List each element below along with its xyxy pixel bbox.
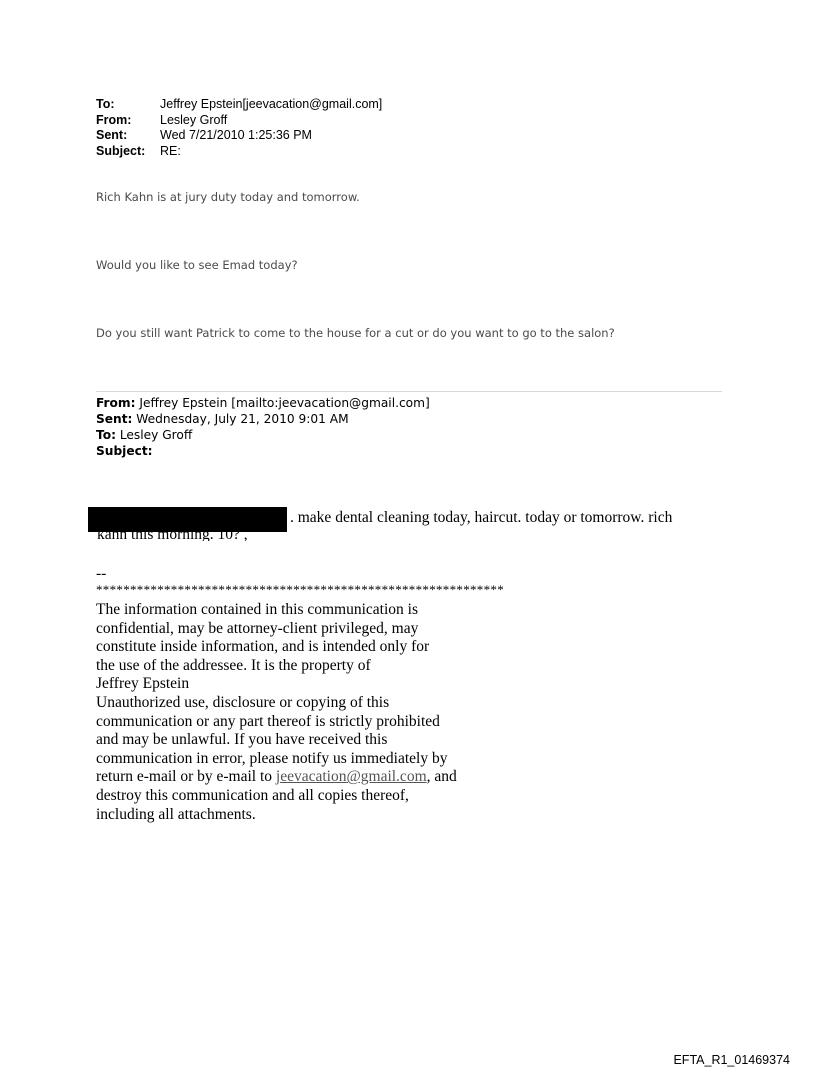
header-from-row [96, 113, 382, 129]
disclaimer-line: Jeffrey Epstein [96, 675, 190, 693]
disclaimer-line: and may be unlawful. If you have received this [96, 731, 388, 749]
quoted-sent-value: Wednesday, July 21, 2010 9:01 AM [132, 412, 349, 426]
reply-line-2: Would you like to see Emad today? [96, 258, 298, 272]
disclaimer-line: communication in error, please notify us immediately by [96, 749, 448, 767]
header-from-value: Lesley Groff [160, 112, 228, 127]
disclaimer-line: constitute inside information, and is intended only for [96, 638, 430, 656]
header-sent-label: Sent: [96, 128, 128, 142]
header-subject-value: RE: [160, 143, 181, 158]
disclaimer-line: destroy this communication and all copies thereof, [96, 786, 409, 804]
reply-line-3: Do you still want Patrick to come to the house for a cut or do you want to go to the salon? [96, 326, 615, 340]
header-sent-value: Wed 7/21/2010 1:25:36 PM [160, 128, 312, 142]
quoted-to-label: To: [96, 428, 116, 442]
disclaimer-link-suffix: , and [426, 768, 457, 786]
disclaimer-line: including all attachments. [96, 805, 256, 823]
header-to-row [96, 97, 382, 113]
signature-stars: ************************************************************ [96, 582, 504, 597]
reply-line-1: Rich Kahn is at jury duty today and tomorrow. [96, 190, 360, 204]
header-to-label: To: [96, 97, 115, 111]
quoted-subject-label: Subject: [96, 444, 153, 458]
disclaimer-line-with-link [96, 768, 516, 787]
quoted-body-line-1: . make dental cleaning today, haircut. today or tomorrow. rich [290, 509, 673, 526]
quoted-from-row [96, 395, 430, 411]
quoted-to-row [96, 427, 430, 443]
email-header [96, 97, 382, 159]
header-to-value: Jeffrey Epstein[jeevacation@gmail.com] [160, 97, 383, 111]
quoted-sent-row [96, 411, 430, 427]
disclaimer-link-prefix: return e-mail or by e-mail to [96, 768, 276, 786]
header-subject-row [96, 144, 382, 160]
disclaimer-line: confidential, may be attorney-client privileged, may [96, 619, 419, 637]
document-id: EFTA_R1_01469374 [673, 1053, 790, 1067]
quoted-sent-label: Sent: [96, 412, 133, 426]
header-sent-row [96, 128, 382, 144]
disclaimer-line: the use of the addressee. It is the property of [96, 656, 371, 674]
quoted-to-value: Lesley Groff [115, 428, 193, 442]
quote-divider [96, 391, 722, 392]
signature-dash: -- [96, 565, 107, 582]
confidentiality-disclaimer [96, 601, 516, 824]
header-subject-label: Subject: [96, 143, 146, 158]
disclaimer-line: Unauthorized use, disclosure or copying of this [96, 693, 390, 711]
disclaimer-line: communication or any part thereof is strictly prohibited [96, 712, 440, 730]
email-link[interactable]: jeevacation@gmail.com [275, 768, 427, 786]
header-from-label: From: [96, 112, 132, 127]
quoted-header [96, 395, 430, 459]
quoted-subject-row [96, 443, 430, 459]
quoted-from-value: Jeffrey Epstein [mailto:jeevacation@gmail.com] [135, 396, 430, 410]
disclaimer-line: The information contained in this communication is [96, 601, 418, 618]
quoted-from-label: From: [96, 396, 136, 410]
quoted-body-line-2: kahn this morning. 10? , [97, 528, 248, 541]
